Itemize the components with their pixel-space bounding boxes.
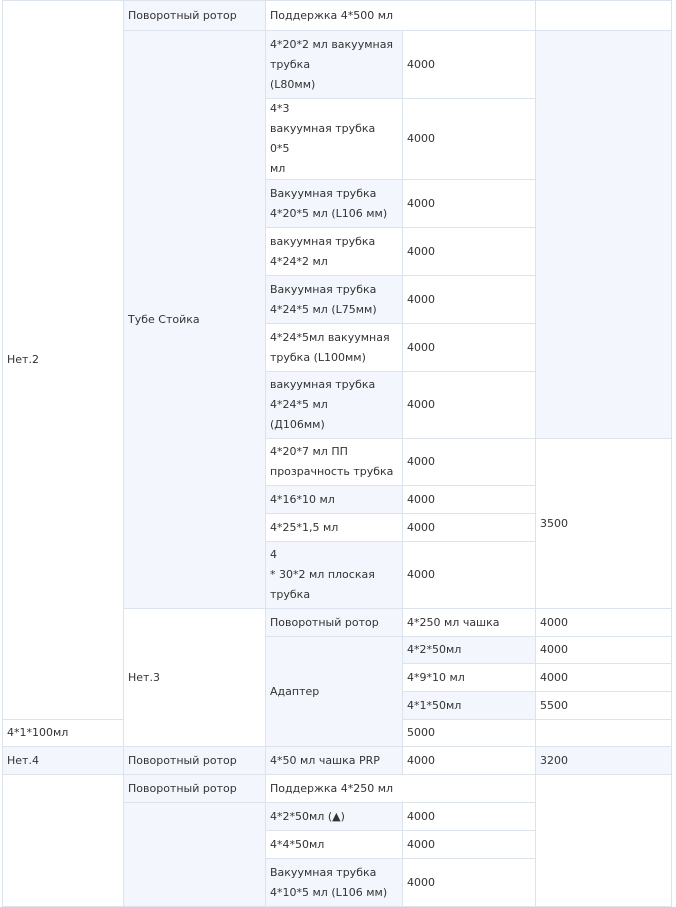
item-cell: 4*25*1,5 мл	[266, 514, 403, 542]
item-cell: 4*2*50мл (▲)	[266, 803, 403, 831]
qty-cell: 4000	[403, 276, 536, 324]
qty-cell: 5000	[403, 720, 536, 747]
item-cell: 4*1*50мл	[403, 692, 536, 720]
price-cell: 3500	[536, 439, 672, 609]
table-row	[3, 747, 672, 775]
row-label	[3, 775, 124, 907]
qty-cell: 4000	[403, 228, 536, 276]
empty-cell	[536, 1, 672, 31]
qty-cell: 4000	[536, 637, 672, 664]
category-cell: Адаптер	[266, 637, 403, 747]
qty-cell: 4000	[403, 324, 536, 372]
category-cell: Поворотный ротор	[266, 609, 403, 637]
qty-cell: 4000	[403, 803, 536, 831]
qty-cell: 4000	[403, 99, 536, 180]
table-row	[3, 775, 672, 803]
row-label: Нет.3	[124, 609, 266, 747]
qty-cell: 4000	[536, 609, 672, 637]
item-cell: Вакуумная трубка 4*24*5 мл (L75мм)	[266, 276, 403, 324]
category-cell: Тубе Стойка	[124, 31, 266, 609]
qty-cell: 4000	[403, 542, 536, 609]
category-cell: Поворотный ротор	[124, 775, 266, 803]
item-cell: 4 * 30*2 мл плоская трубка	[266, 542, 403, 609]
item-cell: 4*9*10 мл	[403, 664, 536, 692]
qty-cell: 4000	[403, 372, 536, 439]
qty-cell: 4000	[536, 664, 672, 692]
item-cell: 4*2*50мл	[403, 637, 536, 664]
item-cell: 4*1*100мл	[3, 720, 124, 747]
qty-cell: 4000	[403, 180, 536, 228]
item-cell: 4*20*7 мл ПП прозрачность трубка	[266, 439, 403, 486]
qty-cell: 5500	[536, 692, 672, 720]
qty-cell: 4000	[403, 747, 536, 775]
qty-cell: 4000	[403, 859, 536, 907]
category-cell	[124, 803, 266, 907]
item-cell: вакуумная трубка 4*24*2 мл	[266, 228, 403, 276]
item-cell: 4*250 мл чашка	[403, 609, 536, 637]
item-cell: 4*3 вакуумная трубка 0*5 мл	[266, 99, 403, 180]
empty-cell	[536, 775, 672, 907]
item-cell: вакуумная трубка 4*24*5 мл (Д106мм)	[266, 372, 403, 439]
item-cell: Поддержка 4*500 мл	[266, 1, 536, 31]
qty-cell: 4000	[403, 486, 536, 514]
item-cell: Вакуумная трубка 4*10*5 мл (L106 мм)	[266, 859, 403, 907]
row-label: Нет.4	[3, 747, 124, 775]
spec-table	[2, 0, 672, 907]
category-cell: Поворотный ротор	[124, 747, 266, 775]
qty-cell: 4000	[403, 831, 536, 859]
item-cell: Вакуумная трубка 4*20*5 мл (L106 мм)	[266, 180, 403, 228]
item-cell: 4*24*5мл вакуумная трубка (L100мм)	[266, 324, 403, 372]
qty-cell: 4000	[403, 31, 536, 99]
item-cell: 4*50 мл чашка PRP	[266, 747, 403, 775]
empty-cell	[536, 31, 672, 439]
item-cell: Поддержка 4*250 мл	[266, 775, 536, 803]
item-cell: 4*16*10 мл	[266, 486, 403, 514]
category-cell: Поворотный ротор	[124, 1, 266, 31]
table-row	[3, 1, 672, 31]
qty-cell: 4000	[403, 439, 536, 486]
qty-cell: 4000	[403, 514, 536, 542]
item-cell: 4*4*50мл	[266, 831, 403, 859]
row-label: Нет.2	[3, 1, 124, 720]
price-cell: 3200	[536, 747, 672, 775]
item-cell: 4*20*2 мл вакуумная трубка (L80мм)	[266, 31, 403, 99]
